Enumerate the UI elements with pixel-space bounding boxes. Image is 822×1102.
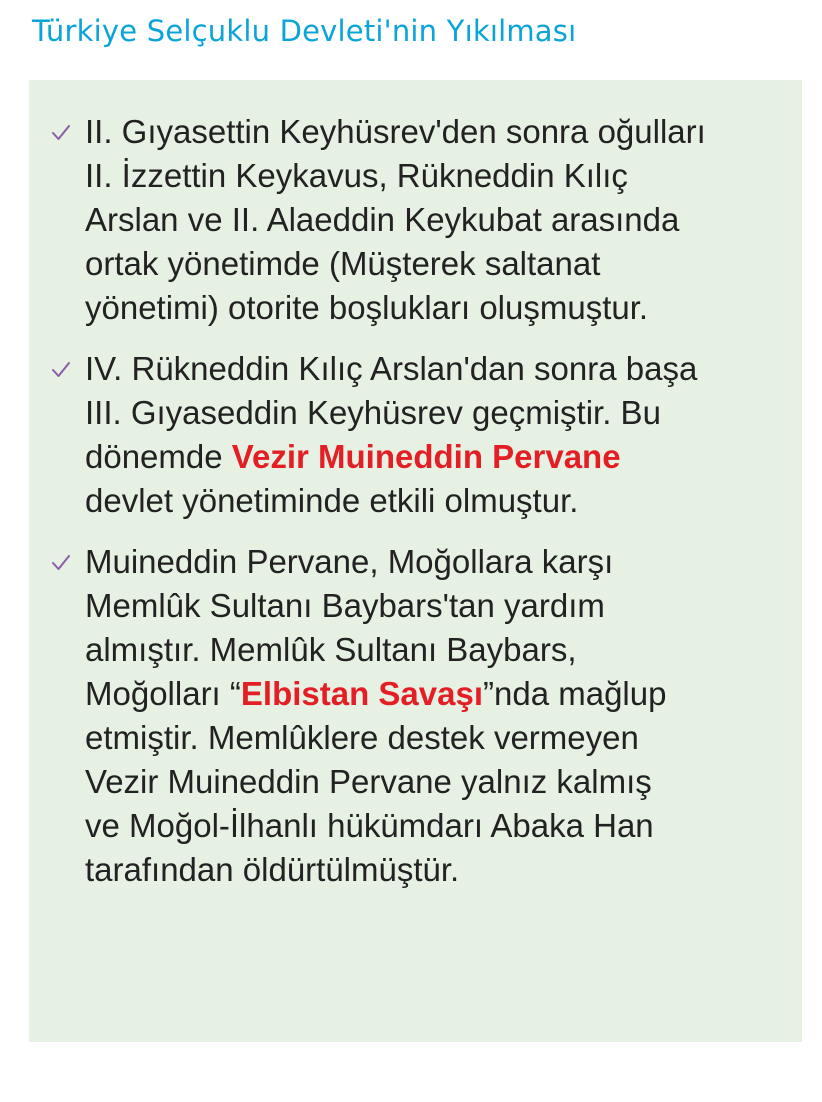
- page-title: Türkiye Selçuklu Devleti'nin Yıkılması: [32, 14, 577, 48]
- bullet-line: Muineddin Pervane, Moğollara karşı: [85, 543, 614, 580]
- bullet-line: tarafından öldürtülmüştür.: [85, 851, 460, 888]
- bullet-line: III. Gıyaseddin Keyhüsrev geçmiştir. Bu: [85, 394, 661, 431]
- bullet-line: [85, 435, 778, 479]
- check-icon: [51, 124, 71, 142]
- bullet-line: devlet yönetiminde etkili olmuştur.: [85, 482, 579, 519]
- highlight-battle-name: Elbistan Savaşı: [240, 675, 484, 712]
- bullet-line: [85, 672, 778, 716]
- bullet-line: almıştır. Memlûk Sultanı Baybars,: [85, 631, 577, 668]
- check-icon: [51, 554, 71, 572]
- bullet-list: [29, 110, 802, 909]
- bullet-item-2: [29, 347, 802, 523]
- bullet-line: II. İzzettin Keykavus, Rükneddin Kılıç: [85, 157, 628, 194]
- bullet-line: Vezir Muineddin Pervane yalnız kalmış: [85, 763, 652, 800]
- bullet-item-1: [29, 110, 802, 330]
- bullet-line: Memlûk Sultanı Baybars'tan yardım: [85, 587, 605, 624]
- line-text: dönemde: [85, 438, 232, 475]
- highlight-vizier-name: Vezir Muineddin Pervane: [231, 438, 621, 475]
- info-box: [29, 80, 802, 1042]
- bullet-line: etmiştir. Memlûklere destek vermeyen: [85, 719, 639, 756]
- line-text: ”nda mağlup: [483, 675, 667, 712]
- check-icon: [51, 361, 71, 379]
- bullet-line: II. Gıyasettin Keyhüsrev'den sonra oğulları: [85, 113, 706, 150]
- bullet-line: yönetimi) otorite boşlukları oluşmuştur.: [85, 289, 649, 326]
- bullet-item-3: [29, 540, 802, 892]
- bullet-line: ortak yönetimde (Müşterek saltanat: [85, 245, 601, 282]
- bullet-line: Arslan ve II. Alaeddin Keykubat arasında: [85, 201, 680, 238]
- bullet-line: IV. Rükneddin Kılıç Arslan'dan sonra başa: [85, 350, 698, 387]
- line-text: Moğolları “: [85, 675, 241, 712]
- bullet-line: ve Moğol-İlhanlı hükümdarı Abaka Han: [85, 807, 654, 844]
